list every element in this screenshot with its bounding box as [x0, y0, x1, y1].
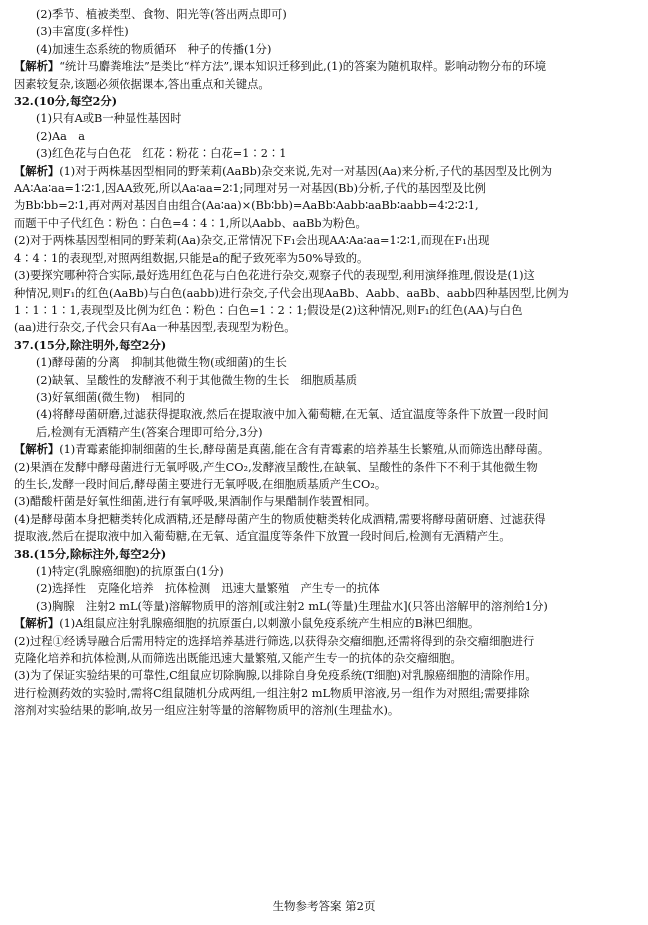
line-text: AA∶Aa∶aa=1∶2∶1,因AA致死,所以Aa∶aa=2∶1;同理对另一对基因(Bb)分析,子代的基因型及比例	[14, 182, 486, 196]
text-line	[14, 667, 636, 684]
text-line	[14, 650, 636, 667]
text-line	[14, 319, 636, 336]
text-line	[14, 493, 636, 510]
line-text: 为Bb∶bb=2∶1,再对两对基因自由组合(Aa∶aa)×(Bb∶bb)=AaBb∶Aabb∶aaBb∶aabb=4∶2∶2∶1,	[14, 199, 479, 213]
analysis-label: 【解析】	[14, 442, 60, 457]
question-heading	[14, 337, 636, 354]
line-text: 的生长,发酵一段时间后,酵母菌主要进行无氧呼吸,在细胞质基质产生CO₂。	[14, 477, 387, 491]
analysis-label: 【解析】	[14, 616, 60, 631]
line-text: (4)加速生态系统的物质循环 种子的传播(1分)	[36, 42, 272, 56]
line-text: (2)对于两株基因型相同的野茉莉(Aa)杂交,正常情况下F₁会出现AA∶Aa∶aa=1∶2∶1,而现在F₁出现	[14, 234, 490, 248]
text-line	[14, 110, 636, 127]
line-text: (1)特定(乳腺癌细胞)的抗原蛋白(1分)	[36, 565, 224, 578]
text-line	[14, 23, 636, 40]
line-text: (1)酵母菌的分离 抑制其他微生物(或细菌)的生长	[36, 356, 287, 370]
text-line	[14, 633, 636, 650]
line-text: (3)丰富度(多样性)	[36, 25, 129, 39]
text-line	[14, 41, 636, 58]
analysis-label: 【解析】	[14, 163, 60, 178]
line-text: 1∶1∶1∶1,表现型及比例为红色∶粉色∶白色=1∶2∶1;假设是(2)这种情况,则F₁的红色(AA)与白色	[14, 303, 523, 317]
line-text: 克隆化培养和抗体检测,从而筛选出既能迅速大量繁殖,又能产生专一的抗体的杂交瘤细胞。	[14, 652, 462, 666]
line-text: (1)青霉素能抑制细菌的生长,酵母菌是真菌,能在含有青霉素的培养基生长繁殖,从而筛选出酵母菌。	[59, 443, 550, 457]
text-line	[14, 6, 636, 23]
text-line	[14, 406, 636, 423]
line-text: (3)醋酸杆菌是好氧性细菌,进行有氧呼吸,果酒制作与果醋制作装置相同。	[14, 495, 377, 509]
line-text: 种情况,则F₁的红色(AaBb)与白色(aabb)进行杂交,子代会出现AaBb、Aabb、aaBb、aabb四种基因型,比例为	[14, 286, 569, 300]
line-text: (1)对于两株基因型相同的野茉莉(AaBb)杂交来说,先对一对基因(Aa)来分析,子代的基因型及比例为	[59, 164, 553, 178]
question-heading	[14, 546, 636, 563]
line-text: “统计马麝粪堆法”是类比“样方法”,课本知识迁移到此,(1)的答案为随机取样。影响动物分布的环境	[59, 60, 547, 74]
line-text: (2)缺氧、呈酸性的发酵液不利于其他微生物的生长 细胞质基质	[36, 373, 358, 387]
text-line	[14, 215, 636, 232]
line-text: 38.(15分,除标注外,每空2分)	[14, 546, 167, 561]
analysis-line	[14, 615, 636, 632]
line-text: 因素较复杂,该题必须依据课本,答出重点和关键点。	[14, 77, 270, 91]
text-line	[14, 302, 636, 319]
line-text: 提取液,然后在提取液中加入葡萄糖,在无氧、适宜温度等条件下放置一段时间后,检测有无酒精产生。	[14, 530, 511, 544]
line-text: (2)过程①经诱导融合后需用特定的选择培养基进行筛选,以获得杂交瘤细胞,还需将得到的杂交瘤细胞进行	[14, 634, 535, 648]
line-text: 溶剂对实验结果的影响,故另一组应注射等量的溶解物质甲的溶剂(生理盐水)。	[14, 704, 400, 718]
line-text: (3)要探究哪种符合实际,最好选用红色花与白色花进行杂交,观察子代的表现型,利用演绎推理,假设是(1)这	[14, 269, 535, 283]
text-line	[14, 354, 636, 371]
text-line	[14, 685, 636, 702]
line-text: (2)果酒在发酵中酵母菌进行无氧呼吸,产生CO₂,发酵液呈酸性,在缺氧、呈酸性的条件下不利于其他微生物	[14, 460, 538, 474]
text-line	[14, 180, 636, 197]
analysis-line	[14, 441, 636, 458]
line-text: (2)Aa a	[36, 129, 85, 143]
line-text: 后,检测有无酒精产生(答案合理即可给分,3分)	[36, 425, 263, 439]
text-line	[14, 459, 636, 476]
text-line	[14, 476, 636, 493]
text-line	[14, 563, 636, 580]
text-line	[14, 702, 636, 719]
text-line	[14, 250, 636, 267]
line-text: 而题干中子代红色∶粉色∶白色=4∶4∶1,所以Aabb、aaBb为粉色。	[14, 216, 367, 230]
line-text: (3)为了保证实验结果的可靠性,C组鼠应切除胸腺,以排除自身免疫系统(T细胞)对乳腺癌细胞的清除作用。	[14, 669, 537, 683]
text-line	[14, 511, 636, 528]
text-line	[14, 232, 636, 249]
analysis-line	[14, 58, 636, 75]
line-text: (4)将酵母菌研磨,过滤获得提取液,然后在提取液中加入葡萄糖,在无氧、适宜温度等条件下放置一段时间	[36, 408, 549, 422]
line-text: (3)胸腺 注射2 mL(等量)溶解物质甲的溶剂[或注射2 mL(等量)生理盐水](只答出溶解甲的溶剂给1分)	[36, 599, 548, 613]
text-line	[14, 285, 636, 302]
line-text: (4)是酵母菌本身把糖类转化成酒精,还是酵母菌产生的物质使糖类转化成酒精,需要将酵母菌研磨、过滤获得	[14, 512, 546, 526]
analysis-line	[14, 163, 636, 180]
text-line	[14, 197, 636, 214]
text-line	[14, 389, 636, 406]
page-footer: 生物参考答案 第2页	[272, 899, 376, 913]
line-text: (2)季节、植被类型、食物、阳光等(答出两点即可)	[36, 8, 287, 21]
line-text: (aa)进行杂交,子代会只有Aa一种基因型,表现型为粉色。	[14, 321, 296, 335]
line-text: (3)红色花与白色花 红花∶粉花∶白花=1∶2∶1	[36, 147, 287, 161]
text-line	[14, 598, 636, 615]
text-line	[14, 424, 636, 441]
line-text: 4∶4∶1的表现型,对照两组数据,只能是a的配子致死率为50%导致的。	[14, 251, 369, 265]
line-text: (2)选择性 克隆化培养 抗体检测 迅速大量繁殖 产生专一的抗体	[36, 582, 380, 596]
line-text: (3)好氧细菌(微生物) 相同的	[36, 390, 186, 404]
line-text: 37.(15分,除注明外,每空2分)	[14, 337, 167, 352]
text-line	[14, 128, 636, 145]
text-line	[14, 267, 636, 284]
line-text: 32.(10分,每空2分)	[14, 94, 118, 109]
analysis-label: 【解析】	[14, 59, 60, 74]
text-line	[14, 528, 636, 545]
text-line	[14, 580, 636, 597]
line-text: 进行检测药效的实验时,需将C组鼠随机分成两组,一组注射2 mL物质甲溶液,另一组作为对照组;需要排除	[14, 686, 530, 700]
text-line	[14, 372, 636, 389]
text-line	[14, 76, 636, 93]
line-text: (1)A组鼠应注射乳腺癌细胞的抗原蛋白,以刺激小鼠免疫系统产生相应的B淋巴细胞。	[59, 617, 480, 631]
line-text: (1)只有A或B一种显性基因时	[36, 112, 182, 126]
question-heading	[14, 93, 636, 110]
answer-page	[14, 6, 636, 720]
text-line	[14, 145, 636, 162]
